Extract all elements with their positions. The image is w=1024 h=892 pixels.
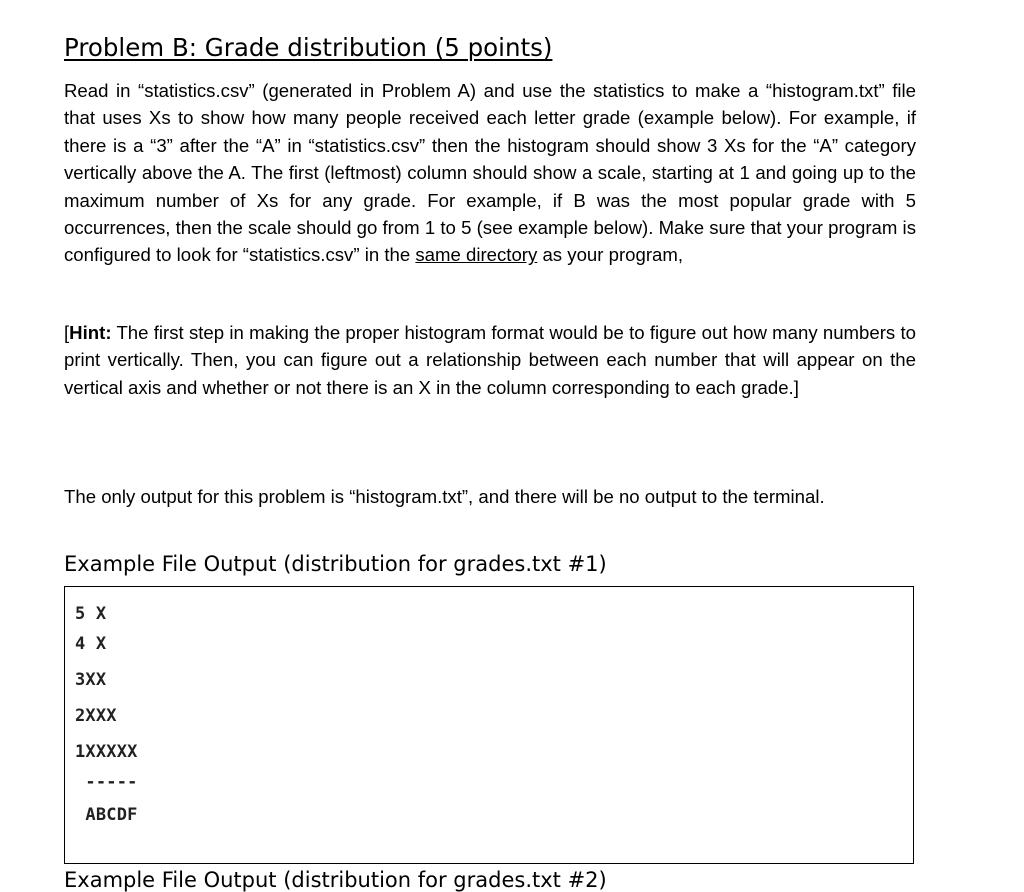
histogram-grade-labels: ABCDF (75, 805, 138, 825)
hint-label: Hint: (69, 322, 112, 343)
histogram-line: 2XXX (75, 706, 117, 726)
hint-paragraph (64, 319, 916, 401)
page-title: Problem B: Grade distribution (5 points) (64, 33, 553, 62)
histogram-line: 1XXXXX (75, 742, 138, 762)
instructions-text-end: as your program, (537, 244, 684, 266)
instructions-text: Read in “statistics.csv” (generated in Problem A) and use the statistics to make a “histogram.txt” file that uses Xs to show how many people received each letter grade (example below). For example, if there is a “3” after the “A” in “statistics.csv” then the histogram should show 3 Xs for the “A” category vertically above the A. The first (leftmost) column should show a scale, starting at 1 and going up to the maximum number of Xs for any grade. For example, if B was the most popular grade with 5 occurrences, then the scale should go from 1 to 5 (see example below). Make sure that your program is configured to look for “statistics.csv” in the (64, 80, 916, 266)
histogram-line: 3XX (75, 670, 107, 690)
histogram-axis-line: ----- (75, 772, 138, 792)
histogram-line: 5 X (75, 604, 107, 624)
hint-open-bracket: [ (64, 322, 70, 343)
histogram-line: 4 X (75, 634, 107, 654)
output-note: The only output for this problem is “histogram.txt”, and there will be no output to the terminal. (64, 486, 825, 507)
instructions-paragraph (64, 77, 916, 269)
example-output-box (64, 586, 914, 864)
next-example-heading: Example File Output (distribution for grades.txt #2) (64, 868, 607, 892)
hint-text: The first step in making the proper histogram format would be to figure out how many numbers to print vertically. Then, you can figure out a relationship between each number that will appear on the vertical axis and whether or not there is an X in the column corresponding to each grade.] (64, 322, 916, 398)
example-heading: Example File Output (distribution for grades.txt #1) (64, 552, 607, 576)
same-directory-emphasis: same directory (415, 244, 538, 266)
